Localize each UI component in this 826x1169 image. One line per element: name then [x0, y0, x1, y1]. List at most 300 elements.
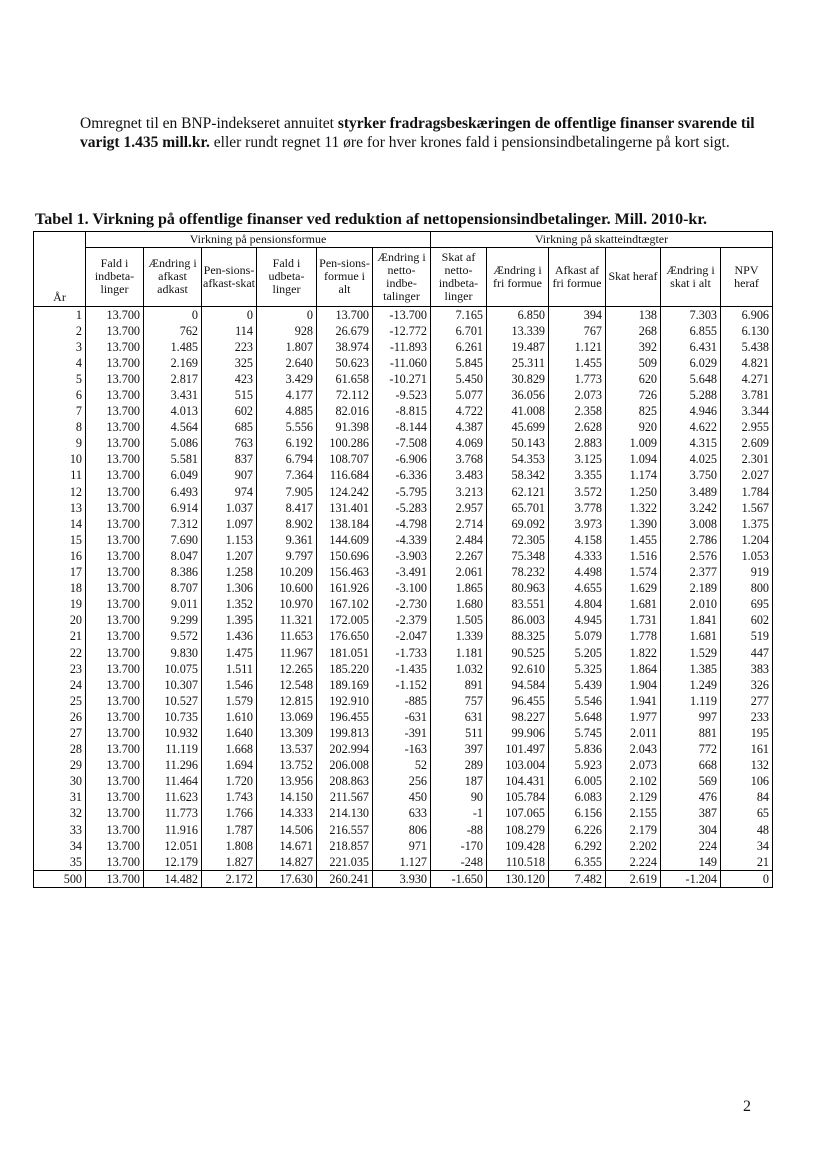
table-cell: 1.807	[257, 339, 317, 355]
table-row	[34, 693, 773, 709]
table-cell: 13.700	[86, 612, 144, 628]
table-cell: 1.032	[431, 661, 487, 677]
table-cell: 2.027	[721, 467, 773, 483]
table-cell: 9.572	[144, 628, 202, 644]
table-cell: 695	[721, 596, 773, 612]
table-cell: 1.529	[661, 644, 721, 660]
table-cell: 161	[721, 741, 773, 757]
table-row	[34, 323, 773, 339]
row-year-cell: 20	[34, 612, 86, 628]
table-cell: 13.700	[86, 805, 144, 821]
table-cell: 5.546	[549, 693, 606, 709]
table-cell: 13.700	[86, 419, 144, 435]
table-cell: 13.700	[86, 548, 144, 564]
table-cell: 156.463	[317, 564, 373, 580]
table-cell: 10.600	[257, 580, 317, 596]
table-cell: 1.037	[202, 500, 257, 516]
table-cell: 13.700	[86, 789, 144, 805]
table-cell: 14.333	[257, 805, 317, 821]
table-cell: 1.153	[202, 532, 257, 548]
table-cell: 1.181	[431, 644, 487, 660]
intro-text-2: eller rundt regnet 11 øre for hver krones fald i pensionsindbetalingerne på kort sigt.	[209, 134, 730, 151]
table-cell: 4.945	[549, 612, 606, 628]
row-year-cell: 500	[34, 870, 86, 887]
table-cell: -391	[373, 725, 431, 741]
table-cell: 13.700	[86, 467, 144, 483]
table-cell: 13.700	[86, 435, 144, 451]
table-cell: 6.794	[257, 451, 317, 467]
table-cell: -1.650	[431, 870, 487, 887]
table-cell: 5.450	[431, 371, 487, 387]
table-cell: -163	[373, 741, 431, 757]
table-cell: 13.700	[86, 822, 144, 838]
table-cell: 208.863	[317, 773, 373, 789]
table-row	[34, 854, 773, 871]
table-cell: 106	[721, 773, 773, 789]
table-cell: 1.204	[721, 532, 773, 548]
table-row	[34, 628, 773, 644]
table-cell: 277	[721, 693, 773, 709]
table-cell: 3.489	[661, 484, 721, 500]
table-cell: 1.306	[202, 580, 257, 596]
table-cell: 519	[721, 628, 773, 644]
row-year-cell: 17	[34, 564, 86, 580]
table-row	[34, 467, 773, 483]
table-cell: 12.265	[257, 661, 317, 677]
table-cell: -88	[431, 822, 487, 838]
table-cell: 762	[144, 323, 202, 339]
table-cell: -631	[373, 709, 431, 725]
table-cell: 2.155	[606, 805, 661, 821]
table-cell: 1.097	[202, 516, 257, 532]
table-cell: 206.008	[317, 757, 373, 773]
table-row	[34, 805, 773, 821]
table-cell: 161.926	[317, 580, 373, 596]
table-body	[34, 306, 773, 887]
row-year-cell: 3	[34, 339, 86, 355]
table-cell: 11.296	[144, 757, 202, 773]
table-cell: 84	[721, 789, 773, 805]
table-cell: 25.311	[487, 355, 549, 371]
table-cell: 5.836	[549, 741, 606, 757]
table-cell: 1.516	[606, 548, 661, 564]
table-cell: 7.690	[144, 532, 202, 548]
table-cell: 1.778	[606, 628, 661, 644]
intro-paragraph	[80, 114, 760, 152]
table-cell: 5.648	[661, 371, 721, 387]
table-cell: 1.119	[661, 693, 721, 709]
table-cell: 13.700	[86, 516, 144, 532]
table-cell: 304	[661, 822, 721, 838]
table-cell: -1	[431, 805, 487, 821]
table-cell: 6.493	[144, 484, 202, 500]
table-cell: 224	[661, 838, 721, 854]
table-cell: 10.527	[144, 693, 202, 709]
table-cell: 4.946	[661, 403, 721, 419]
table-cell: 6.261	[431, 339, 487, 355]
table-cell: 1.680	[431, 596, 487, 612]
table-cell: 6.850	[487, 306, 549, 323]
table-cell: 5.205	[549, 644, 606, 660]
table-cell: 101.497	[487, 741, 549, 757]
table-cell: -1.204	[661, 870, 721, 887]
table-cell: -5.283	[373, 500, 431, 516]
row-year-cell: 15	[34, 532, 86, 548]
table-cell: 75.348	[487, 548, 549, 564]
table-cell: 62.121	[487, 484, 549, 500]
table-cell: 9.011	[144, 596, 202, 612]
table-cell: 1.766	[202, 805, 257, 821]
row-year-cell: 33	[34, 822, 86, 838]
row-year-cell: 21	[34, 628, 86, 644]
table-cell: 2.179	[606, 822, 661, 838]
column-header: Afkast af fri formue	[549, 248, 606, 307]
table-cell: 772	[661, 741, 721, 757]
table-cell: 12.548	[257, 677, 317, 693]
row-year-cell: 12	[34, 484, 86, 500]
table-cell: 2.043	[606, 741, 661, 757]
table-row	[34, 822, 773, 838]
table-row	[34, 306, 773, 323]
table-cell: 260.241	[317, 870, 373, 887]
table-cell: 7.165	[431, 306, 487, 323]
table-cell: 110.518	[487, 854, 549, 871]
table-cell: 72.112	[317, 387, 373, 403]
table-row	[34, 773, 773, 789]
table-cell: 3.213	[431, 484, 487, 500]
row-year-cell: 19	[34, 596, 86, 612]
table-cell: 13.700	[86, 500, 144, 516]
group-header-pension: Virkning på pensionsformue	[86, 232, 431, 248]
table-cell: 130.120	[487, 870, 549, 887]
table-cell: 19.487	[487, 339, 549, 355]
table-cell: 13.069	[257, 709, 317, 725]
table-cell: 216.557	[317, 822, 373, 838]
table-cell: 13.700	[86, 355, 144, 371]
table-cell: 114	[202, 323, 257, 339]
table-cell: -885	[373, 693, 431, 709]
table-cell: 132	[721, 757, 773, 773]
table-cell: 41.008	[487, 403, 549, 419]
table-cell: 3.431	[144, 387, 202, 403]
table-cell: 602	[202, 403, 257, 419]
table-cell: -1.152	[373, 677, 431, 693]
table-cell: 1.808	[202, 838, 257, 854]
row-year-cell: 4	[34, 355, 86, 371]
table-cell: 919	[721, 564, 773, 580]
table-cell: 602	[721, 612, 773, 628]
table-cell: 124.242	[317, 484, 373, 500]
table-cell: 80.963	[487, 580, 549, 596]
table-cell: 0	[721, 870, 773, 887]
table-cell: 4.498	[549, 564, 606, 580]
table-cell: 1.258	[202, 564, 257, 580]
table-cell: 1.511	[202, 661, 257, 677]
table-row	[34, 644, 773, 660]
table-cell: 2.267	[431, 548, 487, 564]
table-cell: 192.910	[317, 693, 373, 709]
table-cell: 0	[202, 306, 257, 323]
table-cell: -1.733	[373, 644, 431, 660]
table-cell: 5.845	[431, 355, 487, 371]
table-cell: 3.355	[549, 467, 606, 483]
table-cell: 515	[202, 387, 257, 403]
table-cell: 1.681	[606, 596, 661, 612]
table-cell: 14.671	[257, 838, 317, 854]
table-cell: 82.016	[317, 403, 373, 419]
row-year-cell: 18	[34, 580, 86, 596]
table-cell: 971	[373, 838, 431, 854]
intro-bold-text: styrker fradragsbeskæringen de offentlige finanser svarende til varigt 1.435 mill.kr.	[80, 115, 755, 151]
table-caption: Tabel 1. Virkning på offentlige finanser ved reduktion af nettopensionsindbetalinger. Mill. 2010-kr.	[35, 211, 707, 228]
table-cell: 221.035	[317, 854, 373, 871]
column-header: Fald i indbeta-linger	[86, 248, 144, 307]
table-cell: 1.250	[606, 484, 661, 500]
table-cell: -10.271	[373, 371, 431, 387]
table-cell: 14.150	[257, 789, 317, 805]
table-cell: 8.902	[257, 516, 317, 532]
column-header: Skat heraf	[606, 248, 661, 307]
table-cell: -3.100	[373, 580, 431, 596]
table-cell: 2.609	[721, 435, 773, 451]
table-cell: 0	[257, 306, 317, 323]
table-cell: 100.286	[317, 435, 373, 451]
table-cell: 2.484	[431, 532, 487, 548]
table-row	[34, 419, 773, 435]
table-cell: 5.079	[549, 628, 606, 644]
table-cell: 394	[549, 306, 606, 323]
row-year-cell: 14	[34, 516, 86, 532]
table-cell: 1.681	[661, 628, 721, 644]
table-row	[34, 435, 773, 451]
table-cell: 36.056	[487, 387, 549, 403]
table-cell: -248	[431, 854, 487, 871]
table-cell: 8.047	[144, 548, 202, 564]
table-row	[34, 709, 773, 725]
table-cell: 13.752	[257, 757, 317, 773]
row-year-cell: 27	[34, 725, 86, 741]
table-cell: 423	[202, 371, 257, 387]
table-cell: 5.439	[549, 677, 606, 693]
row-year-cell: 9	[34, 435, 86, 451]
page-number: 2	[743, 1098, 751, 1115]
table-cell: -7.508	[373, 435, 431, 451]
table-cell: 90	[431, 789, 487, 805]
table-cell: 1.094	[606, 451, 661, 467]
table-cell: 5.745	[549, 725, 606, 741]
table-cell: 13.700	[86, 725, 144, 741]
row-year-cell: 26	[34, 709, 86, 725]
table-cell: 2.073	[549, 387, 606, 403]
table-cell: 78.232	[487, 564, 549, 580]
table-cell: 668	[661, 757, 721, 773]
table-cell: 5.581	[144, 451, 202, 467]
table-cell: 997	[661, 709, 721, 725]
table-cell: 2.011	[606, 725, 661, 741]
table-cell: 13.537	[257, 741, 317, 757]
table-cell: -8.144	[373, 419, 431, 435]
table-cell: 150.696	[317, 548, 373, 564]
table-cell: 6.029	[661, 355, 721, 371]
table-cell: 2.786	[661, 532, 721, 548]
table-cell: 11.773	[144, 805, 202, 821]
table-cell: 14.506	[257, 822, 317, 838]
table-cell: 13.700	[86, 644, 144, 660]
row-year-cell: 35	[34, 854, 86, 871]
table-cell: 1.485	[144, 339, 202, 355]
table-cell: 14.827	[257, 854, 317, 871]
table-cell: 476	[661, 789, 721, 805]
table-cell: -2.379	[373, 612, 431, 628]
table-cell: 11.321	[257, 612, 317, 628]
column-header: Ændring i netto-indbe-talinger	[373, 248, 431, 307]
table-cell: 13.700	[86, 387, 144, 403]
table-cell: 2.224	[606, 854, 661, 871]
table-cell: 1.475	[202, 644, 257, 660]
table-cell: 1.352	[202, 596, 257, 612]
table-cell: 2.955	[721, 419, 773, 435]
row-year-cell: 8	[34, 419, 86, 435]
table-cell: 99.906	[487, 725, 549, 741]
table-cell: 12.179	[144, 854, 202, 871]
table-row	[34, 484, 773, 500]
table-cell: 5.086	[144, 435, 202, 451]
table-cell: 1.574	[606, 564, 661, 580]
table-cell: 2.129	[606, 789, 661, 805]
table-cell: 6.855	[661, 323, 721, 339]
table-cell: -2.730	[373, 596, 431, 612]
table-cell: 12.051	[144, 838, 202, 854]
table-cell: 11.653	[257, 628, 317, 644]
group-header-tax: Virkning på skatteindtægter	[431, 232, 773, 248]
table-cell: 6.192	[257, 435, 317, 451]
table-row	[34, 757, 773, 773]
table-cell: 1.121	[549, 339, 606, 355]
table-cell: 383	[721, 661, 773, 677]
table-cell: 1.977	[606, 709, 661, 725]
table-cell: 1.395	[202, 612, 257, 628]
table-cell: -6.336	[373, 467, 431, 483]
table-cell: 96.455	[487, 693, 549, 709]
table-cell: 326	[721, 677, 773, 693]
table-row	[34, 532, 773, 548]
table-cell: 1.390	[606, 516, 661, 532]
table-cell: 4.722	[431, 403, 487, 419]
table-cell: 387	[661, 805, 721, 821]
table-cell: 61.658	[317, 371, 373, 387]
table-cell: 1.610	[202, 709, 257, 725]
table-row	[34, 661, 773, 677]
table-cell: 1.579	[202, 693, 257, 709]
table-cell: 13.700	[86, 403, 144, 419]
table-cell: 6.130	[721, 323, 773, 339]
table-cell: 9.830	[144, 644, 202, 660]
table-row	[34, 677, 773, 693]
table-cell: 9.361	[257, 532, 317, 548]
table-cell: 1.731	[606, 612, 661, 628]
table-cell: -4.798	[373, 516, 431, 532]
table-cell: 1.207	[202, 548, 257, 564]
column-header: Pen-sions-formue i alt	[317, 248, 373, 307]
table-cell: 2.957	[431, 500, 487, 516]
table-cell: 1.743	[202, 789, 257, 805]
table-cell: 4.564	[144, 419, 202, 435]
table-cell: 13.309	[257, 725, 317, 741]
table-cell: 65	[721, 805, 773, 821]
table-row	[34, 564, 773, 580]
table-cell: 2.883	[549, 435, 606, 451]
table-cell: 2.714	[431, 516, 487, 532]
table-cell: 763	[202, 435, 257, 451]
row-year-cell: 1	[34, 306, 86, 323]
table-cell: -13.700	[373, 306, 431, 323]
table-row	[34, 355, 773, 371]
table-cell: 45.699	[487, 419, 549, 435]
table-cell: 837	[202, 451, 257, 467]
table-cell: 1.053	[721, 548, 773, 564]
table-cell: 2.202	[606, 838, 661, 854]
table-cell: 13.700	[86, 451, 144, 467]
table-cell: 6.083	[549, 789, 606, 805]
year-corner	[34, 232, 86, 248]
table-cell: 138.184	[317, 516, 373, 532]
table-cell: 13.339	[487, 323, 549, 339]
table-row	[34, 596, 773, 612]
table-cell: 10.209	[257, 564, 317, 580]
table-cell: 12.815	[257, 693, 317, 709]
table-cell: 1.455	[606, 532, 661, 548]
table-cell: 13.700	[86, 339, 144, 355]
table-cell: 397	[431, 741, 487, 757]
table-row	[34, 403, 773, 419]
table-cell: 218.857	[317, 838, 373, 854]
table-cell: 13.700	[86, 741, 144, 757]
table-cell: 1.249	[661, 677, 721, 693]
table-cell: 1.822	[606, 644, 661, 660]
table-row	[34, 789, 773, 805]
table-cell: 21	[721, 854, 773, 871]
table-cell: 13.700	[86, 532, 144, 548]
table-cell: 144.609	[317, 532, 373, 548]
table-cell: 199.813	[317, 725, 373, 741]
table-cell: 91.398	[317, 419, 373, 435]
table-cell: 569	[661, 773, 721, 789]
table-cell: 13.700	[317, 306, 373, 323]
table-cell: -3.491	[373, 564, 431, 580]
table-cell: 13.700	[86, 773, 144, 789]
table-cell: 30.829	[487, 371, 549, 387]
table-cell: 13.956	[257, 773, 317, 789]
table-cell: 13.700	[86, 628, 144, 644]
table-cell: 98.227	[487, 709, 549, 725]
row-year-cell: 23	[34, 661, 86, 677]
table-cell: 1.864	[606, 661, 661, 677]
table-cell: 83.551	[487, 596, 549, 612]
row-year-cell: 7	[34, 403, 86, 419]
table-cell: 4.025	[661, 451, 721, 467]
table-cell: 13.700	[86, 677, 144, 693]
table-cell: 5.077	[431, 387, 487, 403]
table-cell: 1.720	[202, 773, 257, 789]
table-cell: 4.804	[549, 596, 606, 612]
table-cell: 105.784	[487, 789, 549, 805]
table-cell: -12.772	[373, 323, 431, 339]
table-cell: 13.700	[86, 371, 144, 387]
table-cell: 138	[606, 306, 661, 323]
table-cell: 2.817	[144, 371, 202, 387]
table-cell: 13.700	[86, 306, 144, 323]
table-cell: 223	[202, 339, 257, 355]
